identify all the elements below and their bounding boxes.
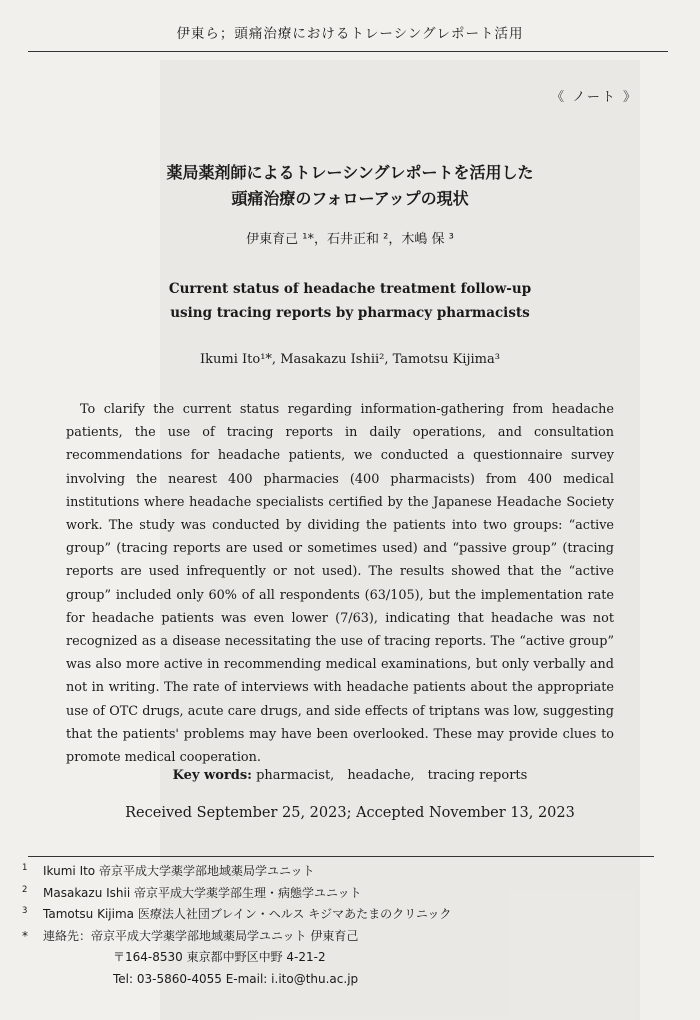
english-title: [0, 277, 700, 325]
contact-footnote: [22, 926, 662, 991]
header-rule: [28, 51, 668, 52]
running-header: 伊東ら；頭痛治療におけるトレーシングレポート活用: [176, 26, 524, 42]
footnotes: [22, 861, 662, 990]
japanese-title-line-1: 薬局薬剤師によるトレーシングレポートを活用した: [166, 163, 534, 182]
footnote-3-text: Tamotsu Kijima 医療法人社団ブレイン・ヘルス キジマあたまのクリニック: [43, 907, 452, 921]
japanese-title: [0, 160, 700, 212]
contact-mark: *: [22, 928, 28, 943]
footnote-2: [22, 883, 662, 905]
footnote-1-text: Ikumi Ito 帝京平成大学薬学部地域薬局学ユニット: [43, 864, 315, 878]
english-authors: Ikumi Ito¹*, Masakazu Ishii², Tamotsu Kijima³: [200, 352, 500, 367]
abstract: To clarify the current status regarding information-gathering from headache patients, the use of tracing reports in daily operations, and consultation recommendations for headache patients, we conducted a questionnaire survey involving the nearest 400 pharmacies (400 pharmacists) from 400 medical institutions where headache specialists certified by the Japanese Headache Society work. The study was conducted by dividing the patients into two groups: “active group” (tracing reports are used or sometimes used) and “passive group” (tracing reports are used infrequently or not used). The results showed that the “active group” included only 60% of all respondents (63/105), but the implementation rate for headache patients was even lower (7/63), indicating that headache was not recognized as a disease necessitating the use of tracing reports. The “active group” was also more active in recommending medical examinations, but only verbally and not in writing. The rate of interviews with headache patients about the appropriate use of OTC drugs, acute care drugs, and side effects of triptans was low, suggesting that the patients' problems may have been overlooked. These may provide clues to promote medical cooperation.: [66, 402, 614, 766]
article-type-label: 《 ノート 》: [551, 90, 638, 105]
footnote-2-mark: 2: [22, 884, 28, 895]
keywords-label: Key words:: [172, 768, 252, 783]
contact-text: 連絡先：帝京平成大学薬学部地域薬局学ユニット 伊東育己: [43, 928, 359, 943]
english-title-line-2: using tracing reports by pharmacy pharmacists: [170, 305, 530, 321]
keywords-list: pharmacist, headache, tracing reports: [256, 768, 528, 783]
keywords: [0, 764, 700, 783]
footnote-1: [22, 861, 662, 883]
received-accepted-dates: Received September 25, 2023; Accepted November 13, 2023: [125, 805, 575, 821]
footnote-1-mark: 1: [22, 863, 28, 873]
footnote-3-mark: 3: [22, 906, 28, 916]
footnote-2-text: Masakazu Ishii 帝京平成大学薬学部生理・病態学ユニット: [43, 885, 362, 900]
english-title-line-1: Current status of headache treatment follow-up: [168, 281, 532, 297]
japanese-title-line-2: 頭痛治療のフォローアップの現状: [231, 189, 469, 208]
footnote-3: [22, 904, 662, 926]
contact-tel-email: Tel: 03-5860-4055 E-mail: i.ito@thu.ac.jp: [113, 971, 359, 986]
japanese-authors: 伊東育己 ¹*，石井正和 ²，木嶋 保 ³: [246, 232, 454, 247]
contact-address: 〒164-8530 東京都中野区中野 4-21-2: [113, 950, 326, 964]
footnote-rule: [28, 856, 654, 857]
